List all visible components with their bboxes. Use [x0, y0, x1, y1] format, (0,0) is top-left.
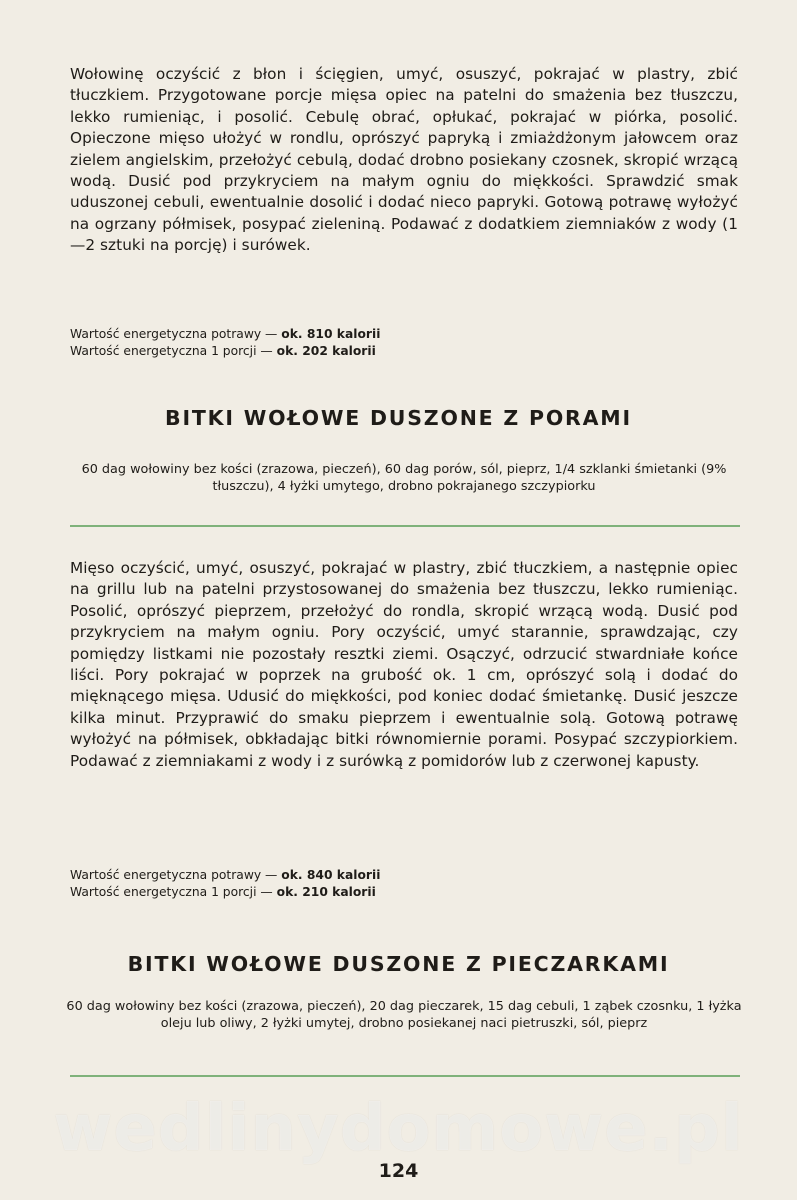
- watermark: wedlinydomowe.pl: [53, 1092, 744, 1166]
- recipe1-energy-values: [70, 867, 738, 901]
- intro-energy-values: [70, 326, 738, 360]
- energy-dish-label: Wartość energetyczna potrawy —: [70, 327, 282, 341]
- recipe1-energy-portion: [70, 884, 738, 901]
- energy-portion-value: ok. 202 kalorii: [276, 344, 376, 358]
- recipe1-title: BITKI WOŁOWE DUSZONE Z PORAMI: [165, 406, 632, 430]
- energy-dish-value: ok. 840 kalorii: [281, 868, 381, 882]
- energy-portion-value: ok. 210 kalorii: [276, 885, 376, 899]
- recipe1-instructions: Mięso oczyścić, umyć, osuszyć, pokrajać w plastry, zbić tłuczkiem, a następnie opiec na grillu lub na patelni przystosowanej do smażenia bez tłuszczu, lekko rumieniąc. Posolić, oprószyć pieprzem, przełożyć do rondla, skropić wrzącą wodą. Dusić pod przykryciem na małym ogniu. Pory oczyścić, umyć starannie, sprawdzając, czy pomiędzy listkami nie pozostały resztki ziemi. Osączyć, odrzucić stwardniałe końce liści. Pory pokrajać w poprzek na grubość ok. 1 cm, oprószyć solą i dodać do mięknącego mięsa. Udusić do miękkości, pod koniec dodać śmietankę. Dusić jeszcze kilka minut. Przyprawić do smaku pieprzem i ewentualnie solą. Gotową potrawę wyłożyć na półmisek, obkładając bitki równomiernie porami. Posypać szczypiorkiem. Podawać z ziemniakami z wody i z surówką z pomidorów lub z czerwonej kapusty.: [70, 559, 738, 770]
- recipe1-ingredients: 60 dag wołowiny bez kości (zrazowa, pieczeń), 60 dag porów, sól, pieprz, 1/4 szklanki śmietanki (9% tłuszczu), 4 łyżki umytego, drobno pokrajanego szczypiorku: [81, 462, 727, 495]
- page-number: 124: [378, 1160, 419, 1182]
- intro-energy-portion: [70, 343, 738, 360]
- energy-dish-label: Wartość energetyczna potrawy —: [70, 868, 282, 882]
- energy-portion-label: Wartość energetyczna 1 porcji —: [70, 885, 277, 899]
- recipe1-divider: [70, 525, 740, 527]
- energy-portion-label: Wartość energetyczna 1 porcji —: [70, 344, 277, 358]
- recipe2-ingredients: 60 dag wołowiny bez kości (zrazowa, pieczeń), 20 dag pieczarek, 15 dag cebuli, 1 ząbek czosnku, 1 łyżka oleju lub oliwy, 2 łyżki umytej, drobno posiekanej naci pietruszki, sól, pieprz: [66, 999, 742, 1032]
- recipe1-energy-dish: [70, 867, 738, 884]
- recipe2-title: BITKI WOŁOWE DUSZONE Z PIECZARKAMI: [127, 952, 670, 976]
- energy-dish-value: ok. 810 kalorii: [281, 327, 381, 341]
- intro-energy-dish: [70, 326, 738, 343]
- intro-paragraph: Wołowinę oczyścić z błon i ścięgien, umyć, osuszyć, pokrajać w plastry, zbić tłuczkiem. Przygotowane porcje mięsa opiec na patelni do smażenia bez tłuszczu, lekko rumieniąc, i posolić. Cebulę obrać, opłukać, pokrajać w piórka, posolić. Opieczone mięso ułożyć w rondlu, oprószyć papryką i zmiażdżonym jałowcem oraz zielem angielskim, przełożyć cebulą, dodać drobno posiekany czosnek, skropić wrzącą wodą. Dusić pod przykryciem na małym ogniu do miękkości. Sprawdzić smak uduszonej cebuli, ewentualnie dosolić i dodać nieco papryki. Gotową potrawę wyłożyć na ogrzany półmisek, posypać zieleniną. Podawać z dodatkiem ziemniaków z wody (1—2 sztuki na porcję) i surówek.: [70, 65, 738, 255]
- recipe2-divider: [70, 1075, 740, 1077]
